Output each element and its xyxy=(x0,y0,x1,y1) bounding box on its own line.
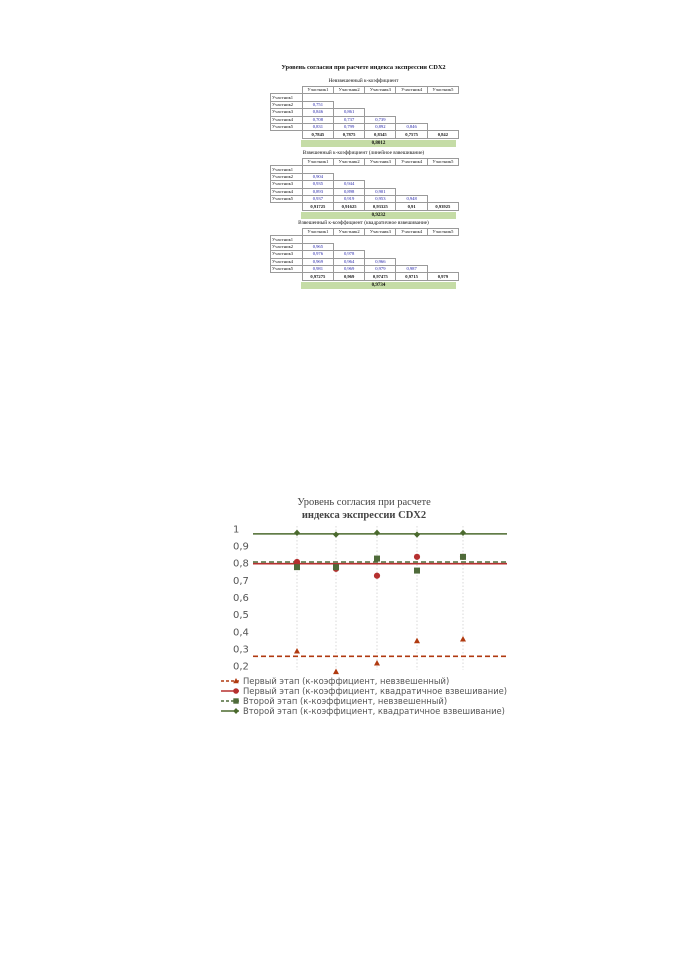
average-cell: 0,7575 xyxy=(396,131,427,138)
empty-cell xyxy=(365,94,396,101)
triangle-marker xyxy=(374,660,380,666)
y-tick-label: 0,6 xyxy=(233,593,249,604)
table-row xyxy=(271,236,459,243)
column-header: Участник3 xyxy=(365,87,396,94)
column-header: Участник2 xyxy=(333,229,364,236)
empty-cell xyxy=(365,166,396,173)
kappa-value-cell: 0,708 xyxy=(302,116,333,123)
square-marker xyxy=(333,564,339,570)
overall-average: 0,9734 xyxy=(301,282,456,289)
kappa-value-cell: 0,893 xyxy=(302,188,333,195)
y-tick-label: 1 xyxy=(233,524,240,536)
row-header: Участник1 xyxy=(271,94,303,101)
row-header: Участник5 xyxy=(271,265,303,272)
table-row xyxy=(271,116,459,123)
legend-item xyxy=(221,706,509,716)
average-cell: 0,979 xyxy=(427,273,458,280)
empty-cell xyxy=(427,258,458,265)
average-cell: 0,9715 xyxy=(396,273,427,280)
legend-item xyxy=(221,676,509,686)
empty-cell xyxy=(427,94,458,101)
empty-cell xyxy=(271,203,303,210)
table-row xyxy=(271,94,459,101)
chart-legend xyxy=(221,676,509,716)
kappa-value-cell: 0,953 xyxy=(365,195,396,202)
row-header: Участник3 xyxy=(271,251,303,258)
average-cell: 0,969 xyxy=(333,273,364,280)
row-header: Участник4 xyxy=(271,116,303,123)
table-row xyxy=(271,258,459,265)
kappa-value-cell: 0,964 xyxy=(333,258,364,265)
empty-cell xyxy=(333,166,364,173)
average-cell: 0,93925 xyxy=(427,203,458,210)
legend-label: Первый этап (к-коэффициент, невзвешенный) xyxy=(243,676,450,686)
table-row xyxy=(271,173,459,180)
legend-diamond-marker xyxy=(233,708,239,714)
empty-cell xyxy=(365,109,396,116)
row-header: Участник5 xyxy=(271,195,303,202)
empty-cell xyxy=(427,166,458,173)
kappa-value-cell: 0,901 xyxy=(365,188,396,195)
square-marker xyxy=(294,564,300,570)
kappa-table xyxy=(270,158,459,211)
diamond-marker xyxy=(414,531,420,537)
empty-cell xyxy=(333,101,364,108)
empty-cell xyxy=(302,94,333,101)
empty-cell xyxy=(271,273,303,280)
table-row xyxy=(271,123,459,130)
kappa-value-cell: 0,948 xyxy=(396,195,427,202)
kappa-value-cell: 0,976 xyxy=(302,251,333,258)
triangle-marker xyxy=(414,638,420,644)
column-header: Участник1 xyxy=(302,87,333,94)
empty-cell xyxy=(427,265,458,272)
square-marker xyxy=(460,554,466,560)
column-header: Участник4 xyxy=(396,159,427,166)
empty-cell xyxy=(427,181,458,188)
empty-cell xyxy=(365,236,396,243)
empty-cell xyxy=(396,181,427,188)
empty-cell xyxy=(427,109,458,116)
empty-cell xyxy=(302,236,333,243)
kappa-value-cell: 0,981 xyxy=(302,265,333,272)
row-header: Участник1 xyxy=(271,166,303,173)
legend-label: Второй этап (к-коэффициент, квадратичное взвешивание) xyxy=(243,706,505,716)
average-cell: 0,93325 xyxy=(365,203,396,210)
y-tick-label: 0,7 xyxy=(233,575,249,587)
row-header: Участник4 xyxy=(271,188,303,195)
column-header: Участник1 xyxy=(302,159,333,166)
average-cell: 0,91625 xyxy=(333,203,364,210)
table-row xyxy=(271,166,459,173)
empty-cell xyxy=(271,131,303,138)
diamond-marker xyxy=(333,531,339,537)
empty-cell xyxy=(333,94,364,101)
column-header: Участник5 xyxy=(427,159,458,166)
empty-cell xyxy=(396,243,427,250)
kappa-table xyxy=(270,228,459,281)
column-header: Участник4 xyxy=(396,87,427,94)
row-header: Участник5 xyxy=(271,123,303,130)
kappa-value-cell: 0,937 xyxy=(302,195,333,202)
table-row xyxy=(271,251,459,258)
empty-cell xyxy=(396,173,427,180)
empty-cell xyxy=(396,109,427,116)
kappa-value-cell: 0,892 xyxy=(365,123,396,130)
empty-cell xyxy=(396,188,427,195)
triangle-marker xyxy=(294,648,300,654)
y-tick-label: 0,4 xyxy=(233,627,249,639)
triangle-marker xyxy=(333,669,339,675)
square-marker xyxy=(414,568,420,574)
kappa-value-cell: 0,935 xyxy=(302,181,333,188)
corner-cell xyxy=(271,159,303,166)
average-cell: 0,91 xyxy=(396,203,427,210)
empty-cell xyxy=(427,116,458,123)
chart-subtitle: индекса экспрессии CDX2 xyxy=(301,510,427,521)
table-row xyxy=(271,265,459,272)
empty-cell xyxy=(333,243,364,250)
table-row xyxy=(271,109,459,116)
y-tick-label: 0,2 xyxy=(233,661,249,673)
empty-cell xyxy=(396,258,427,265)
diamond-marker xyxy=(374,530,380,536)
column-header: Участник1 xyxy=(302,229,333,236)
row-header: Участник3 xyxy=(271,181,303,188)
kappa-value-cell: 0,978 xyxy=(333,251,364,258)
empty-cell xyxy=(302,166,333,173)
empty-cell xyxy=(365,101,396,108)
row-header: Участник2 xyxy=(271,101,303,108)
row-header: Участник2 xyxy=(271,243,303,250)
column-header: Участник3 xyxy=(365,229,396,236)
circle-marker xyxy=(374,573,380,579)
kappa-value-cell: 0,944 xyxy=(333,181,364,188)
empty-cell xyxy=(396,166,427,173)
kappa-value-cell: 0,898 xyxy=(333,188,364,195)
square-marker xyxy=(374,556,380,562)
table-header-row xyxy=(271,229,459,236)
kappa-value-cell: 0,737 xyxy=(333,116,364,123)
y-tick-label: 0,3 xyxy=(233,644,249,656)
agreement-chart xyxy=(219,490,509,722)
legend-label: Второй этап (к-коэффициент, невзвешенный) xyxy=(243,696,448,706)
averages-row xyxy=(271,131,459,138)
legend-symbol xyxy=(221,676,241,686)
overall-average: 0,8012 xyxy=(301,140,456,147)
table-header-row xyxy=(271,159,459,166)
column-header: Участник5 xyxy=(427,229,458,236)
empty-cell xyxy=(396,236,427,243)
empty-cell xyxy=(396,94,427,101)
kappa-value-cell: 0,846 xyxy=(396,123,427,130)
legend-symbol xyxy=(221,706,241,716)
empty-cell xyxy=(396,251,427,258)
kappa-value-cell: 0,861 xyxy=(333,109,364,116)
empty-cell xyxy=(427,101,458,108)
empty-cell xyxy=(333,236,364,243)
legend-symbol xyxy=(221,686,241,696)
tables-title: Уровень согласия при расчете индекса экспрессии CDX2 xyxy=(281,64,446,71)
empty-cell xyxy=(427,123,458,130)
table-row xyxy=(271,181,459,188)
section-title: Взвешенный к-коэффициент (линейное взвешивание) xyxy=(302,150,425,156)
row-header: Участник3 xyxy=(271,109,303,116)
kappa-value-cell: 0,799 xyxy=(333,123,364,130)
average-cell: 0,97475 xyxy=(365,273,396,280)
kappa-value-cell: 0,846 xyxy=(302,109,333,116)
kappa-value-cell: 0,966 xyxy=(365,258,396,265)
kappa-value-cell: 0,739 xyxy=(365,116,396,123)
row-header: Участник4 xyxy=(271,258,303,265)
empty-cell xyxy=(427,188,458,195)
legend-item xyxy=(221,696,509,706)
section-title: Взвешенный к-коэффициент (квадратичное взвешивание) xyxy=(298,220,429,226)
triangle-marker xyxy=(460,636,466,642)
table-row xyxy=(271,101,459,108)
empty-cell xyxy=(396,101,427,108)
kappa-value-cell: 0,919 xyxy=(333,195,364,202)
kappa-value-cell: 0,987 xyxy=(396,265,427,272)
averages-row xyxy=(271,203,459,210)
legend-item xyxy=(221,686,509,696)
average-cell: 0,7875 xyxy=(333,131,364,138)
legend-square-marker xyxy=(233,698,238,703)
y-tick-label: 0,5 xyxy=(233,610,249,622)
diamond-marker xyxy=(294,530,300,536)
column-header: Участник5 xyxy=(427,87,458,94)
section-title: Невзвешенный к-коэффициент xyxy=(328,78,399,84)
row-header: Участник2 xyxy=(271,173,303,180)
empty-cell xyxy=(365,251,396,258)
column-header: Участник2 xyxy=(333,159,364,166)
empty-cell xyxy=(365,173,396,180)
kappa-value-cell: 0,751 xyxy=(302,101,333,108)
average-cell: 0,842 xyxy=(427,131,458,138)
legend-symbol xyxy=(221,696,241,706)
table-row xyxy=(271,243,459,250)
table-row xyxy=(271,188,459,195)
column-header: Участник4 xyxy=(396,229,427,236)
legend-label: Первый этап (к-коэффициент, квадратичное взвешивание) xyxy=(243,686,508,696)
average-cell: 0,91725 xyxy=(302,203,333,210)
column-header: Участник3 xyxy=(365,159,396,166)
kappa-tables xyxy=(268,62,459,292)
kappa-value-cell: 0,969 xyxy=(333,265,364,272)
empty-cell xyxy=(427,173,458,180)
overall-average: 0,9232 xyxy=(301,212,456,219)
average-cell: 0,7845 xyxy=(302,131,333,138)
empty-cell xyxy=(365,243,396,250)
y-tick-label: 0,8 xyxy=(233,558,249,570)
diamond-marker xyxy=(460,530,466,536)
corner-cell xyxy=(271,87,303,94)
chart-svg xyxy=(219,490,509,680)
kappa-value-cell: 0,965 xyxy=(302,243,333,250)
row-header: Участник1 xyxy=(271,236,303,243)
empty-cell xyxy=(427,236,458,243)
chart-title: Уровень согласия при расчете xyxy=(297,497,431,508)
y-tick-label: 0,9 xyxy=(233,541,249,553)
empty-cell xyxy=(365,181,396,188)
kappa-table xyxy=(270,86,459,139)
empty-cell xyxy=(427,243,458,250)
average-cell: 0,8345 xyxy=(365,131,396,138)
kappa-value-cell: 0,904 xyxy=(302,173,333,180)
circle-marker xyxy=(414,554,420,560)
column-header: Участник2 xyxy=(333,87,364,94)
legend-circle-marker xyxy=(233,688,239,694)
kappa-value-cell: 0,979 xyxy=(365,265,396,272)
corner-cell xyxy=(271,229,303,236)
table-row xyxy=(271,195,459,202)
empty-cell xyxy=(396,116,427,123)
empty-cell xyxy=(427,251,458,258)
kappa-value-cell: 0,969 xyxy=(302,258,333,265)
kappa-value-cell: 0,831 xyxy=(302,123,333,130)
average-cell: 0,97275 xyxy=(302,273,333,280)
averages-row xyxy=(271,273,459,280)
empty-cell xyxy=(333,173,364,180)
table-header-row xyxy=(271,87,459,94)
empty-cell xyxy=(427,195,458,202)
